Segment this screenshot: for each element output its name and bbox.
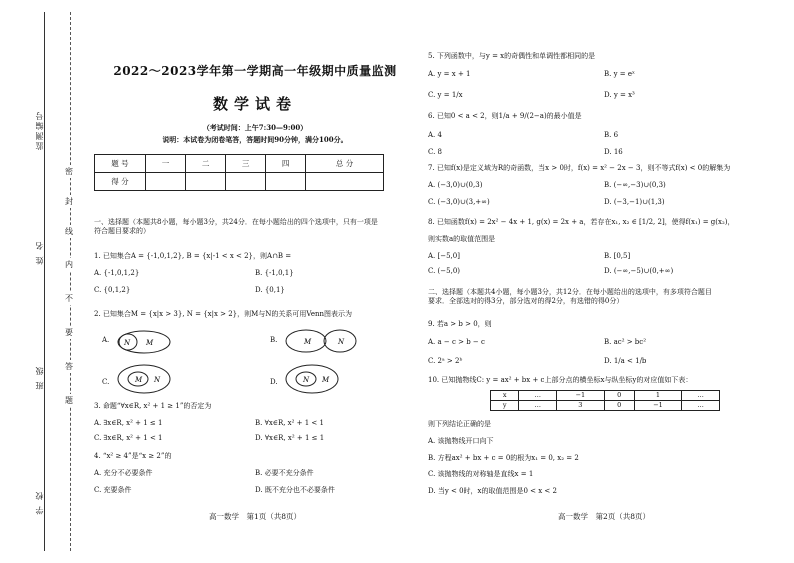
score-cell[interactable] (146, 173, 186, 191)
option-b[interactable]: B. 方程ax² + bx + c = 0的根为x₁ = 0, x₂ = 2 (428, 453, 579, 462)
school-label: 学 校 (35, 490, 44, 515)
table-cell: 3 (557, 401, 605, 411)
section-2-line: 二、选择题（本题共4小题，每小题3分，共12分．在每小题给出的选项中，有多项符合题目 (428, 288, 712, 296)
score-cell[interactable] (186, 173, 226, 191)
option-a[interactable]: A. a − c > b − c (428, 337, 485, 346)
seal-char: 内 (65, 260, 73, 269)
xy-value-table (490, 390, 720, 411)
option-d[interactable]: D. 16 (604, 147, 623, 156)
question-stem-continued: 则实数a的取值范围是 (428, 234, 496, 243)
section-2-line: 要求．全部选对的得3分，部分选对的得2分，有选错的得0分） (428, 296, 624, 305)
table-cell: x (491, 391, 519, 401)
score-header-cell: 四 (266, 155, 306, 173)
score-table-header (95, 155, 384, 173)
table-cell: 0 (604, 401, 634, 411)
venn-a-diagram (114, 328, 174, 356)
exam-note: 说明：本试卷为闭卷笔答，答题时间90分钟，满分100分。 (162, 135, 348, 144)
score-table (94, 154, 384, 191)
option-a[interactable]: A. (−3,0)∪(0,3) (428, 180, 483, 189)
question-3 (94, 402, 416, 442)
question-stem: 3. 命题“∀x∈R, x² + 1 ≥ 1”的否定为 (94, 402, 212, 410)
exam-time: （考试时间：上午7:30—9:00） (202, 123, 308, 132)
table-cell: … (682, 401, 720, 411)
option-d[interactable]: D. {0,1} (255, 285, 285, 294)
exam-number-label: 监测编号 (35, 110, 44, 150)
table-row-x (491, 391, 720, 401)
option-d[interactable]: D. (−∞,−5)∪(0,+∞) (604, 267, 674, 276)
option-c[interactable]: C. 8 (428, 147, 443, 156)
name-label: 姓 名 (35, 240, 44, 265)
question-5 (428, 52, 780, 99)
binding-line-outer (44, 12, 45, 551)
question-2 (94, 310, 416, 319)
score-cell[interactable] (306, 173, 384, 191)
venn-label-m: M (322, 376, 330, 384)
option-b[interactable]: B. ac² > bc² (604, 337, 647, 346)
seal-char: 答 (65, 362, 73, 371)
question-stem: 4. “x² ≥ 4”是“x ≥ 2”的 (94, 452, 172, 460)
question-7 (428, 164, 780, 206)
option-b[interactable]: B. ∀x∈R, x² + 1 < 1 (255, 418, 324, 427)
venn-label-n: N (303, 376, 310, 384)
question-stem: 1. 已知集合A = {-1,0,1,2}, B = {x|-1 < x < 2}，则A∩B = (94, 252, 292, 260)
question-stem: 2. 已知集合M = {x|x > 3}, N = {x|x > 2}，则M与N的关系可用Venn图表示为 (94, 310, 353, 318)
venn-ellipse-n (118, 365, 170, 393)
question-lead: 则下列结论正确的是 (428, 420, 491, 428)
option-c[interactable]: C. 该抛物线的对称轴是直线x = 1 (428, 470, 534, 479)
venn-label-m: M (304, 338, 312, 346)
venn-d-diagram (282, 362, 342, 396)
option-b[interactable]: B. [0,5] (604, 251, 631, 260)
seal-char: 不 (65, 294, 73, 303)
seal-char: 线 (65, 227, 73, 236)
seal-char: 题 (65, 396, 73, 405)
question-stem: 8. 已知函数f(x) = 2x² − 4x + 1, g(x) = 2x + a，若存在x₁, x₂ ∈ [1/2, 2]，使得f(x₁) = g(x₂)， (428, 218, 735, 226)
question-9 (428, 320, 780, 365)
table-cell: −1 (634, 401, 682, 411)
venn-label-m: M (146, 339, 154, 347)
option-a[interactable]: A. {-1,0,1,2} (94, 268, 140, 277)
question-1 (94, 252, 416, 294)
option-c[interactable]: C. ∃x∈R, x² + 1 < 1 (94, 433, 163, 442)
option-c[interactable]: C. 充要条件 (94, 485, 132, 494)
option-a[interactable]: A. 充分不必要条件 (94, 468, 153, 477)
table-cell: 1 (634, 391, 682, 401)
page-2-footer: 高一数学 第2页（共8页） (557, 512, 651, 521)
option-a[interactable]: A. [−5,0] (428, 251, 460, 260)
question-10-options (428, 420, 780, 496)
exam-title: 2022～2023学年第一学期高一年级期中质量监测 (113, 64, 397, 78)
subject-title: 数学试卷 (212, 95, 297, 113)
question-6 (428, 112, 780, 156)
option-c[interactable]: C. (102, 378, 110, 386)
option-d[interactable]: D. 既不充分也不必要条件 (255, 485, 335, 494)
question-10 (428, 376, 780, 385)
venn-b-diagram (282, 326, 362, 356)
option-a[interactable]: A. 4 (428, 130, 442, 139)
venn-ellipse-m (286, 365, 338, 393)
option-d[interactable]: D. ∀x∈R, x² + 1 ≤ 1 (255, 433, 325, 442)
section-2-heading (428, 288, 780, 306)
option-c[interactable]: C. y = 1/x (428, 90, 463, 99)
question-stem: 6. 已知0 < a < 2，则1/a + 9/(2−a)的最小值是 (428, 112, 582, 120)
score-header-cell: 三 (226, 155, 266, 173)
seal-char: 密 (65, 167, 73, 176)
table-cell: … (682, 391, 720, 401)
score-table-row (95, 173, 384, 191)
venn-label-n: N (338, 338, 345, 346)
option-b[interactable]: B. {-1,0,1} (255, 268, 294, 277)
option-d[interactable]: D. 当y < 0时，x的取值范围是0 < x < 2 (428, 487, 557, 495)
question-8 (428, 218, 780, 276)
table-cell: … (519, 401, 557, 411)
seal-line (70, 12, 71, 551)
class-label: 班 级 (35, 365, 44, 390)
option-a[interactable]: A. ∃x∈R, x² + 1 ≤ 1 (94, 418, 163, 427)
venn-label-n: N (124, 339, 131, 347)
section-1-heading (94, 218, 416, 236)
table-cell: … (519, 391, 557, 401)
option-c[interactable]: C. 2ᵃ > 2ᵇ (428, 356, 463, 365)
score-header-cell: 二 (186, 155, 226, 173)
score-cell[interactable] (226, 173, 266, 191)
option-a[interactable]: A. (102, 336, 110, 344)
table-cell: −1 (557, 391, 605, 401)
option-d[interactable]: D. y = x³ (604, 90, 635, 99)
option-a[interactable]: A. 该抛物线开口向下 (428, 436, 494, 445)
option-b[interactable]: B. 6 (604, 130, 619, 139)
question-stem: 9. 若a > b > 0，则 (428, 320, 492, 328)
score-header-cell: 题 号 (95, 155, 146, 173)
option-c[interactable]: C. {0,1,2} (94, 285, 131, 294)
score-header-cell: 总 分 (306, 155, 384, 173)
seal-char: 封 (65, 197, 73, 206)
option-b[interactable]: B. (−∞,−3)∪(0,3) (604, 180, 666, 189)
score-cell[interactable] (266, 173, 306, 191)
option-a[interactable]: A. y = x + 1 (428, 69, 471, 78)
question-stem: 10. 已知抛物线C: y = ax² + bx + c上部分点的横坐标x与纵坐标y的对应值如下表： (428, 376, 693, 384)
table-cell: 0 (604, 391, 634, 401)
binding-margin (0, 0, 82, 563)
question-4 (94, 452, 416, 494)
venn-label-m: M (135, 376, 143, 384)
table-cell: y (491, 401, 519, 411)
option-d[interactable]: D. (−3,−1)∪(1,3) (604, 197, 665, 206)
score-row-label: 得 分 (95, 173, 146, 191)
option-c[interactable]: C. (−3,0)∪(3,+∞) (428, 197, 490, 206)
option-b[interactable]: B. (270, 336, 278, 344)
section-1-line: 一、选择题（本题共8小题，每小题3分，共24分．在每小题给出的四个选项中，只有一项是 (94, 218, 378, 226)
score-header-cell: 一 (146, 155, 186, 173)
venn-label-n: N (154, 376, 161, 384)
table-row-y (491, 401, 720, 411)
section-1-line: 符合题目要求的） (94, 226, 150, 235)
option-d[interactable]: D. (270, 378, 278, 386)
option-d[interactable]: D. 1/a < 1/b (604, 356, 647, 365)
seal-char: 要 (65, 328, 73, 337)
option-c[interactable]: C. (−5,0) (428, 267, 461, 276)
venn-c-diagram (114, 362, 174, 396)
question-stem: 7. 已知f(x)是定义域为R的奇函数，当x > 0时，f(x) = x² − 2x − 3，则不等式f(x) < 0的解集为 (428, 164, 731, 172)
option-b[interactable]: B. 必要不充分条件 (255, 468, 314, 477)
question-stem: 5. 下列函数中，与y = x的奇偶性和单调性都相同的是 (428, 52, 596, 60)
option-b[interactable]: B. y = eˣ (604, 69, 635, 78)
page-1-footer: 高一数学 第1页（共8页） (208, 512, 302, 521)
